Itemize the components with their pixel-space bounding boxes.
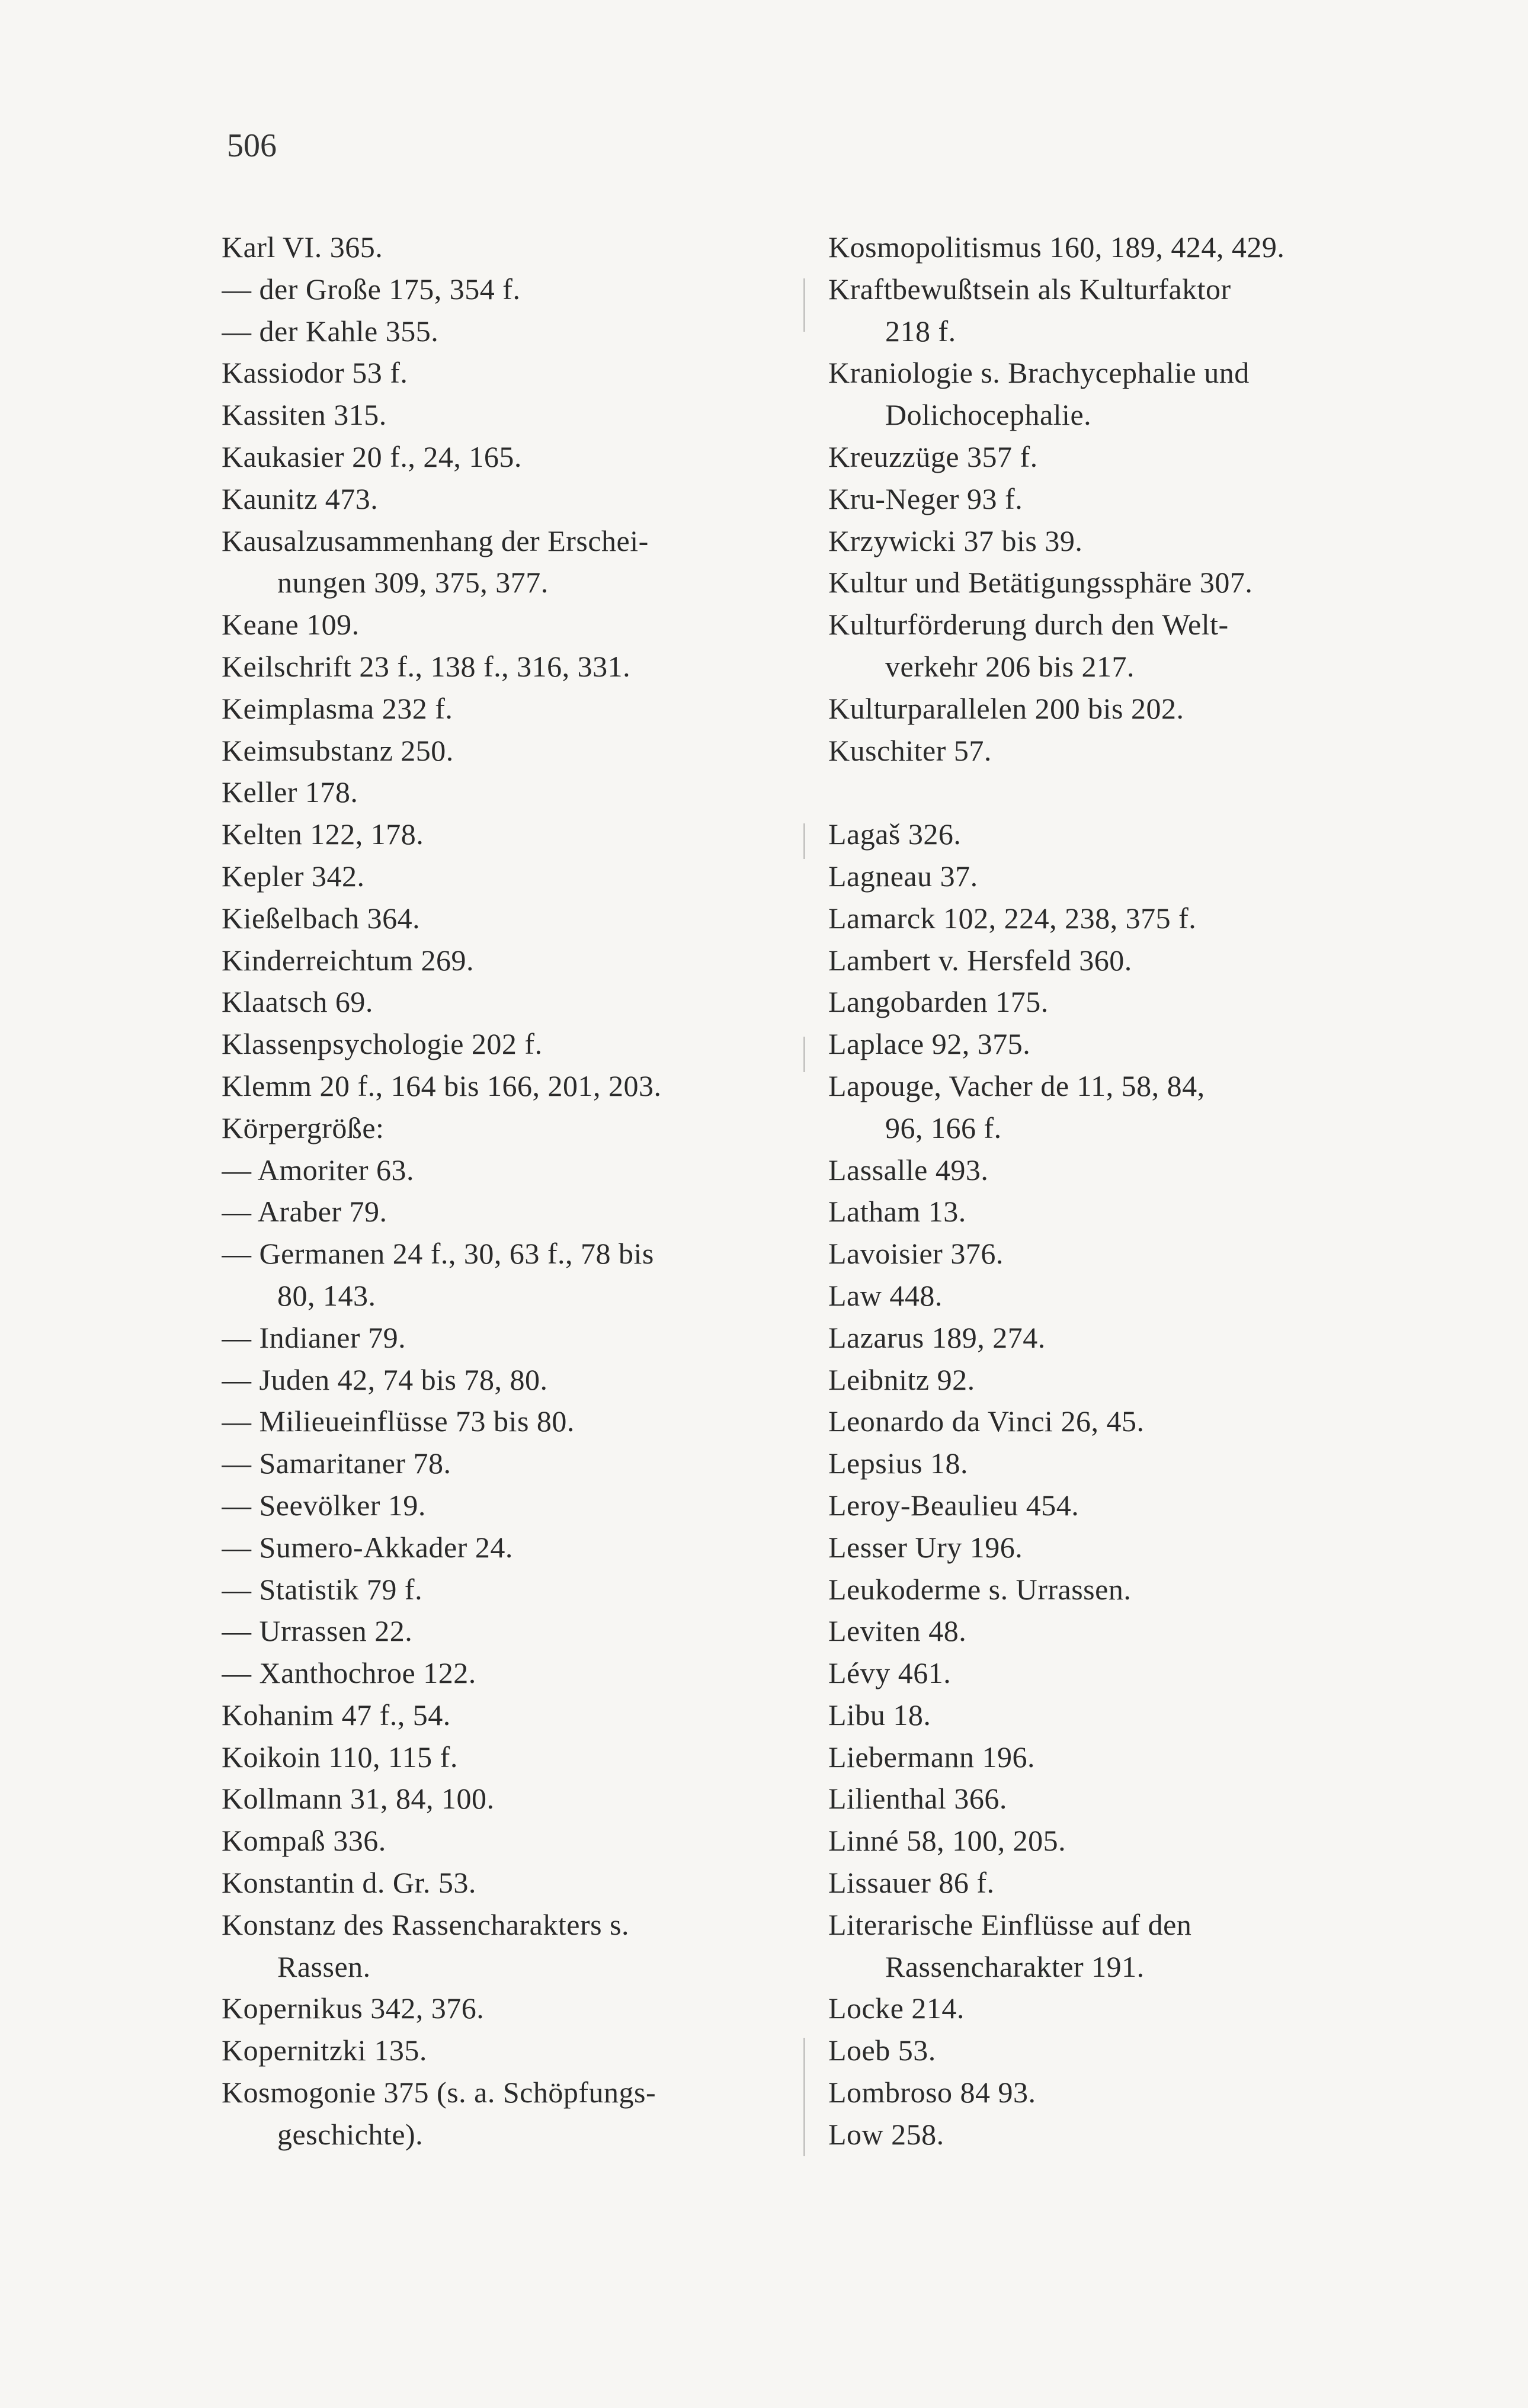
index-entry: Lissauer 86 f. — [828, 1866, 995, 1900]
index-entry: Kopernikus 342, 376. — [222, 1992, 485, 2025]
index-entry-continuation: Rassen. — [277, 1950, 371, 1983]
index-entry: Lévy 461. — [828, 1656, 952, 1690]
index-entry: Lilienthal 366. — [828, 1782, 1007, 1816]
index-entry: — Statistik 79 f. — [222, 1572, 423, 1606]
index-entry-continuation: verkehr 206 bis 217. — [885, 649, 1135, 683]
index-entry: Keane 109. — [222, 608, 360, 642]
index-entry-continuation: Rassencharakter 191. — [885, 1950, 1145, 1983]
index-entry: Karl VI. 365. — [222, 230, 383, 264]
index-entry: Kausalzusammenhang der Erschei- — [222, 524, 649, 557]
index-entry: — Indianer 79. — [222, 1320, 406, 1354]
index-entry: Leviten 48. — [828, 1614, 967, 1648]
index-entry: Leukoderme s. Urrassen. — [828, 1572, 1132, 1606]
index-entry: Konstanz des Rassencharakters s. — [222, 1907, 630, 1941]
index-entry: Lagaš 326. — [828, 817, 962, 851]
index-entry: Langobarden 175. — [828, 985, 1049, 1019]
index-entry: Latham 13. — [828, 1195, 966, 1229]
index-entry: — der Kahle 355. — [222, 314, 439, 348]
index-entry: Linné 58, 100, 205. — [828, 1824, 1066, 1858]
index-entry: Klaatsch 69. — [222, 985, 373, 1019]
index-entry-continuation: 80, 143. — [277, 1278, 376, 1312]
index-entry: Kinderreichtum 269. — [222, 943, 475, 977]
index-entry: Kassiodor 53 f. — [222, 356, 408, 390]
index-entry: Körpergröße: — [222, 1111, 385, 1144]
index-column-left — [222, 226, 790, 2156]
index-entry: — Seevölker 19. — [222, 1488, 426, 1522]
index-entry: Kepler 342. — [222, 859, 365, 893]
index-entry: Kohanim 47 f., 54. — [222, 1698, 451, 1732]
index-column-right — [828, 226, 1397, 2156]
index-entry: Kaukasier 20 f., 24, 165. — [222, 440, 522, 473]
index-entry: Konstantin d. Gr. 53. — [222, 1866, 476, 1900]
index-entry-continuation: Dolichocephalie. — [885, 398, 1092, 432]
index-entry: Lepsius 18. — [828, 1447, 969, 1480]
index-entry: Lesser Ury 196. — [828, 1530, 1023, 1564]
index-entry: Law 448. — [828, 1278, 943, 1312]
gutter-mark — [803, 823, 805, 859]
index-entry: Kollmann 31, 84, 100. — [222, 1782, 495, 1816]
index-entry: Koikoin 110, 115 f. — [222, 1740, 458, 1774]
index-entry: — Xanthochroe 122. — [222, 1656, 476, 1690]
index-entry: Liebermann 196. — [828, 1740, 1036, 1774]
index-entry: Kraftbewußtsein als Kulturfaktor — [828, 272, 1231, 306]
index-entry: — Milieueinflüsse 73 bis 80. — [222, 1405, 575, 1438]
index-entry: Kreuzzüge 357 f. — [828, 440, 1038, 473]
gutter-mark — [803, 278, 805, 332]
index-entry: Leibnitz 92. — [828, 1362, 975, 1396]
index-entry: Lamarck 102, 224, 238, 375 f. — [828, 901, 1197, 935]
index-entry: Leroy-Beaulieu 454. — [828, 1488, 1079, 1522]
index-entry: Kelten 122, 178. — [222, 817, 424, 851]
index-entry: Lambert v. Hersfeld 360. — [828, 943, 1132, 977]
index-entry: Keimplasma 232 f. — [222, 691, 453, 725]
index-entry: — Sumero-Akkader 24. — [222, 1530, 513, 1564]
index-entry: Lombroso 84 93. — [828, 2076, 1036, 2109]
index-entry: Kuschiter 57. — [828, 733, 992, 767]
index-entry: Kaunitz 473. — [222, 482, 379, 515]
index-entry: — Germanen 24 f., 30, 63 f., 78 bis — [222, 1237, 654, 1271]
index-entry: Kru-Neger 93 f. — [828, 482, 1023, 515]
index-entry: Kulturförderung durch den Welt- — [828, 608, 1229, 642]
index-entry: Lagneau 37. — [828, 859, 978, 893]
index-entry: Kulturparallelen 200 bis 202. — [828, 691, 1184, 725]
index-entry-continuation: 218 f. — [885, 314, 956, 348]
index-entry: Keilschrift 23 f., 138 f., 316, 331. — [222, 649, 631, 683]
index-entry: — Araber 79. — [222, 1195, 387, 1229]
index-entry: — Samaritaner 78. — [222, 1447, 451, 1480]
gutter-mark — [803, 2038, 805, 2156]
index-entry: — der Große 175, 354 f. — [222, 272, 521, 306]
index-entry: — Amoriter 63. — [222, 1153, 415, 1187]
index-entry: Keimsubstanz 250. — [222, 733, 454, 767]
index-entry: Keller 178. — [222, 775, 358, 809]
index-entry: Kassiten 315. — [222, 398, 387, 432]
index-entry-continuation: 96, 166 f. — [885, 1111, 1002, 1144]
index-entry: Lavoisier 376. — [828, 1237, 1004, 1271]
gutter-mark — [803, 1037, 805, 1072]
index-entry: Klemm 20 f., 164 bis 166, 201, 203. — [222, 1069, 662, 1102]
index-entry: Leonardo da Vinci 26, 45. — [828, 1405, 1145, 1438]
index-entry: Kraniologie s. Brachycephalie und — [828, 356, 1250, 390]
index-entry-continuation: geschichte). — [277, 2117, 424, 2151]
index-entry: Kultur und Betätigungssphäre 307. — [828, 566, 1253, 599]
index-entry: Literarische Einflüsse auf den — [828, 1907, 1192, 1941]
index-section-break — [828, 771, 1397, 813]
page-number: 506 — [227, 127, 277, 164]
index-entry: — Urrassen 22. — [222, 1614, 413, 1648]
index-entry: Laplace 92, 375. — [828, 1027, 1031, 1061]
index-entry: Lapouge, Vacher de 11, 58, 84, — [828, 1069, 1205, 1102]
index-entry-continuation: nungen 309, 375, 377. — [277, 566, 549, 599]
index-entry: Kompaß 336. — [222, 1824, 386, 1858]
index-entry: Klassenpsychologie 202 f. — [222, 1027, 543, 1061]
index-entry: Kießelbach 364. — [222, 901, 421, 935]
index-entry: Lassalle 493. — [828, 1153, 989, 1187]
index-entry: — Juden 42, 74 bis 78, 80. — [222, 1362, 548, 1396]
index-entry: Krzywicki 37 bis 39. — [828, 524, 1083, 557]
index-entry: Kosmogonie 375 (s. a. Schöpfungs- — [222, 2076, 656, 2109]
index-entry: Kosmopolitismus 160, 189, 424, 429. — [828, 230, 1285, 264]
index-entry: Locke 214. — [828, 1992, 965, 2025]
index-entry: Loeb 53. — [828, 2034, 936, 2067]
index-entry: Lazarus 189, 274. — [828, 1320, 1046, 1354]
index-entry: Low 258. — [828, 2117, 944, 2151]
index-entry: Kopernitzki 135. — [222, 2034, 427, 2067]
index-entry: Libu 18. — [828, 1698, 931, 1732]
